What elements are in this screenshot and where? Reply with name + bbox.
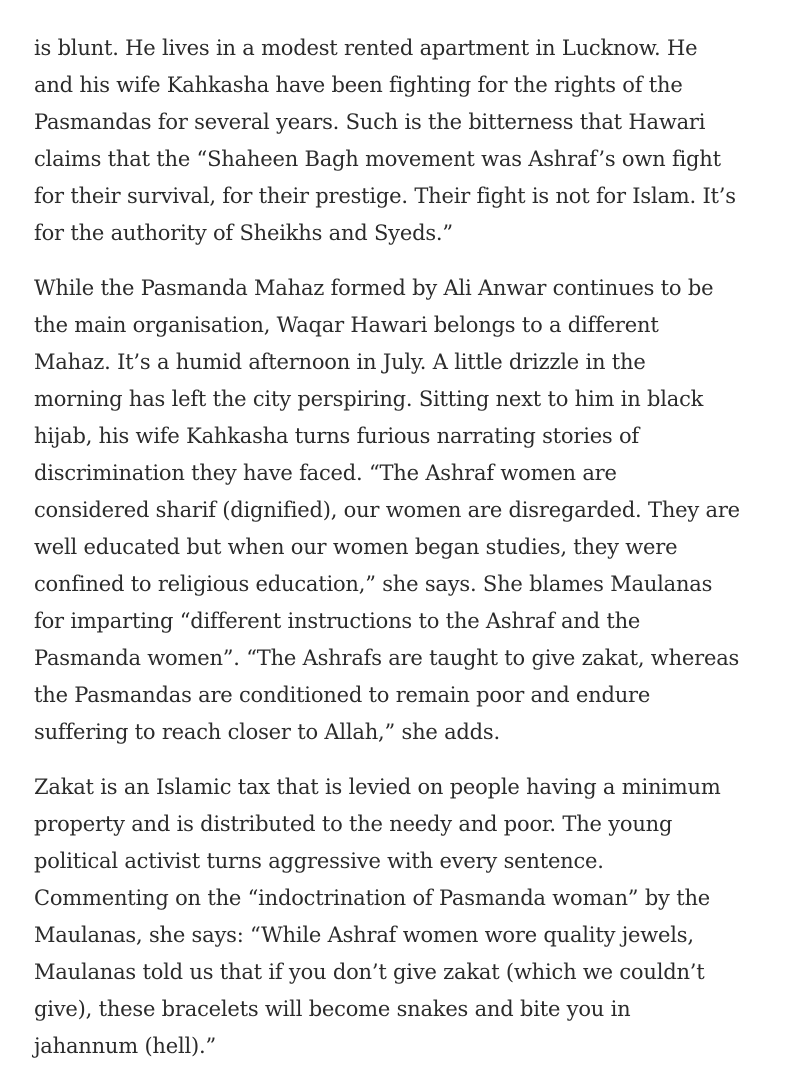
article-body [34,30,774,1083]
text-line: Mahaz. It’s a humid afternoon in July. A little drizzle in the [34,350,646,374]
text-line: morning has left the city perspiring. Sitting next to him in black [34,387,704,411]
text-line: property and is distributed to the needy and poor. The young [34,812,673,836]
text-line: suffering to reach closer to Allah,” she adds. [34,720,500,744]
text-line: give), these bracelets will become snakes and bite you in [34,997,631,1021]
paragraph-1 [34,30,774,252]
text-line: Pasmandas for several years. Such is the bitterness that Hawari [34,110,706,134]
text-line: and his wife Kahkasha have been fighting for the rights of the [34,73,683,97]
text-line: for the authority of Sheikhs and Syeds.” [34,221,453,245]
text-line: claims that the “Shaheen Bagh movement was Ashraf’s own fight [34,147,721,171]
text-line: the main organisation, Waqar Hawari belongs to a different [34,313,659,337]
text-line: for their survival, for their prestige. Their fight is not for Islam. It’s [34,184,736,208]
text-line: Pasmanda women”. “The Ashrafs are taught to give zakat, whereas [34,646,740,670]
text-line: Maulanas told us that if you don’t give zakat (which we couldn’t [34,960,705,984]
text-line: hijab, his wife Kahkasha turns furious narrating stories of [34,424,640,448]
text-line: for imparting “different instructions to the Ashraf and the [34,609,641,633]
text-line: While the Pasmanda Mahaz formed by Ali Anwar continues to be [34,276,714,300]
text-line: discrimination they have faced. “The Ashraf women are [34,461,617,485]
text-line: Maulanas, she says: “While Ashraf women wore quality jewels, [34,923,694,947]
text-line: Commenting on the “indoctrination of Pasmanda woman” by the [34,886,710,910]
text-line: the Pasmandas are conditioned to remain poor and endure [34,683,651,707]
text-line: confined to religious education,” she says. She blames Maulanas [34,572,713,596]
text-line: considered sharif (dignified), our women are disregarded. They are [34,498,740,522]
text-line: political activist turns aggressive with every sentence. [34,849,604,873]
text-line: is blunt. He lives in a modest rented apartment in Lucknow. He [34,36,698,60]
text-line: Zakat is an Islamic tax that is levied on people having a minimum [34,775,721,799]
paragraph-2 [34,270,774,751]
paragraph-3 [34,769,774,1065]
text-line: well educated but when our women began studies, they were [34,535,678,559]
text-line: jahannum (hell).” [34,1034,217,1058]
